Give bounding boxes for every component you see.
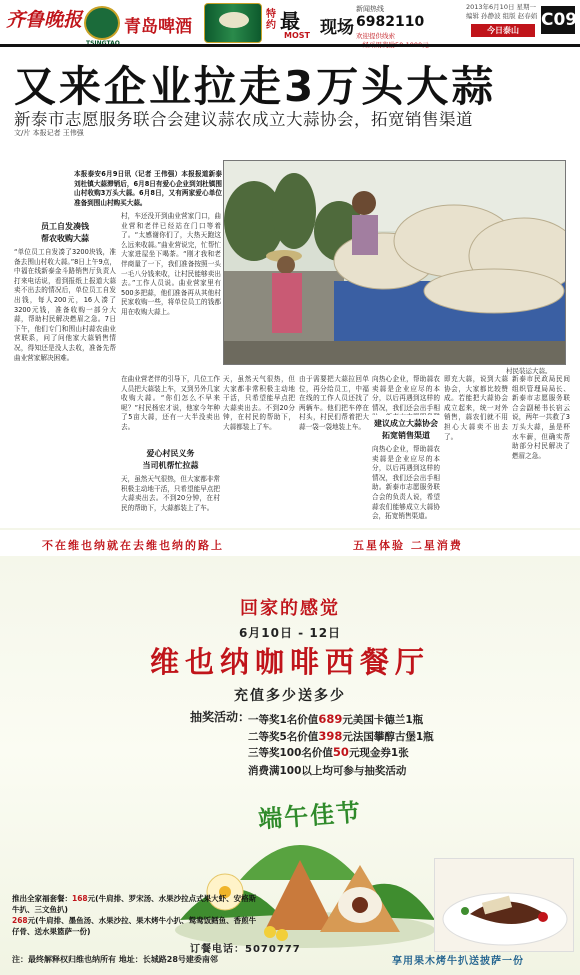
- most-en-label: MOST: [284, 31, 310, 40]
- masthead-rule: [0, 44, 580, 47]
- ad-dates: 6月10日 - 12日: [238, 626, 342, 640]
- news-hotline: 新闻热线 6982110 欢迎提供线索: [356, 4, 456, 49]
- most-label: 最: [280, 9, 300, 33]
- section-subtitle: 爱心村民义务 当司机帮忙拉蒜: [142, 449, 199, 470]
- article-column-5: 由于需要把大蒜拉回单位，再分给员工，中福在线的工作人员还找了两辆车。他们把车停在村头，村民们帮着把大蒜一袋一袋地装上车。: [299, 375, 369, 431]
- pizza-offer: 享用果木烤牛扒送披萨一份: [392, 956, 524, 967]
- steak-photo: [434, 858, 574, 952]
- eligibility-note: 消费满100以上均可参与抽奖活动: [248, 764, 407, 777]
- hotline-number[interactable]: 6982110: [356, 14, 425, 30]
- paper-name: 齐鲁晚报: [6, 9, 83, 31]
- date-info: [466, 3, 538, 21]
- sponsor-banner[interactable]: [84, 3, 354, 43]
- date-line: 2013年6月10日 星期一: [466, 3, 537, 11]
- package-item: 268元(牛肩排、墨鱼汤、水果沙拉、果木烤牛小扒、鸳鸯饭鳕鱼、香煎牛仔骨、送水果篮萨一份): [12, 916, 257, 936]
- beer-can-icon: [204, 3, 262, 43]
- photo-caption: 村民装运大蒜。: [506, 367, 552, 375]
- garlic-photo: [223, 160, 566, 365]
- headline: 又来企业拉走3万头大蒜: [14, 62, 497, 111]
- special-label: 特约: [266, 9, 276, 31]
- section-subtitle: 员工自发凑钱 帮农收购大蒜: [41, 222, 89, 243]
- prize-item: 二等奖5名价值398元法国攀醇古堡1瓶: [248, 728, 434, 743]
- ad-slogan-bar: [0, 530, 580, 556]
- article-body: [0, 140, 580, 525]
- booking-phone[interactable]: 订餐电话：5070777: [190, 944, 301, 955]
- ad-promo: 充值多少送多少: [234, 688, 346, 704]
- prize-list: [248, 712, 498, 778]
- package-item: 推出全家福套餐：168元(牛肩排、罗宋汤、水果沙拉点式果大虾、安格斯牛扒、三文鱼扒): [12, 894, 257, 914]
- page-number: C09: [541, 6, 575, 34]
- restaurant-ad[interactable]: [0, 528, 580, 975]
- article-column-3: 在曲业营老伴的引导下，几位工作人员把大蒜装上车，又到另外几家收购大蒜。“你们怎么不早来呢？”村民杨宏才说，他家今年种了5亩大蒜，还有一大半没卖出去。 爱心村民义务 当司机帮忙拉蒜 天，虽然天气很热，但大家都非常积极主动地干活，只希望能早点把大蒜卖出去。不到20分钟，在村民的帮助下，大蒜都装上了车。: [121, 375, 220, 512]
- article-column-4: 天，虽然天气很热，但大家都非常积极主动地干活，只希望能早点把大蒜卖出去。不到20分钟，在村民的帮助下，大蒜都装上了车。: [223, 375, 295, 431]
- scene-label: 现场: [320, 18, 354, 38]
- article-column-6: 向热心企业，帮助蒜农卖蒜是企业应尽的本分，以后再遇到这样的情况，我们还会出手相 建议成立大蒜协会 拓宽销售渠道 向热心企业，帮助蒜农卖蒜是企业应尽的本分，以后再遇到这样的情况，我们还会出手相助。新泰市志愿服务联合会的负责人说，希望蒜农们能够成立大蒜协会，拓宽销售渠道。: [372, 375, 440, 521]
- section-subtitle: 建议成立大蒜协会 拓宽销售渠道: [374, 419, 438, 440]
- festival-title: 端午佳节: [257, 797, 364, 834]
- prize-item: 三等奖100名价值50元现金券1张: [248, 745, 409, 759]
- ad-slogan-right: 五星体验 二星消费: [353, 539, 463, 552]
- masthead: [0, 0, 580, 42]
- garlic-truck-image: [224, 161, 566, 365]
- lottery-label: 抽奖活动：: [190, 710, 251, 724]
- article-column-7: 即充大蒜，说到大蒜协会，大家都比较赞成。若能把大蒜协会成立起来，统一对外销售，蒜农们就不用担心大蒜卖不出去了。: [444, 375, 508, 441]
- byline: 文/片 本报记者 王伟强: [14, 129, 84, 137]
- ad-slogan-left: 不在维也纳就在去维也纳的路上: [42, 539, 224, 552]
- steak-plate-icon: [435, 859, 575, 953]
- ad-address: 注：最终解释权归维也纳所有 地址：长城路28号建委南邻: [12, 955, 218, 964]
- package-list: [12, 893, 262, 937]
- prize-item: 一等奖1名价值689元美国卡德兰1瓶: [248, 712, 424, 726]
- ad-heading: 回家的感觉: [240, 598, 340, 619]
- editor-line: 编辑 孙静波 组版 赵春娟: [466, 12, 538, 20]
- article-column-8: 新泰市民政局民间组织管理局局长、新泰市志愿服务联合会副秘书长宿云说，两年一共救了3万头大蒜，虽是杯水车薪，但确实帮助部分村民解决了燃眉之急。: [512, 375, 570, 460]
- beer-name: 青岛啤酒: [124, 17, 192, 37]
- article-lead: 本报泰安6月9日讯（记者 王伟强）本报报道新泰刘杜镇大蒜滞销后，6月8日有爱心企业到刘杜镇围山村收购3万头大蒜。6月8日，又有两家爱心单位准备到围山村购买大蒜。: [74, 170, 222, 207]
- tsingtao-logo-icon: [84, 6, 120, 40]
- restaurant-name: 维也纳咖啡西餐厅: [149, 645, 430, 679]
- subheadline: 新泰市志愿服务联合会建议蒜农成立大蒜协会，拓宽销售渠道: [14, 110, 473, 129]
- article-column-2: 村，车还没开到曲业营家门口，曲业营和老伴已经站在门口等着了。“太感谢你们了，大热天跑这么远来收蒜。”曲业营说完，忙帮忙大家进屋坐下喝茶。“刚才我和老伴商量了一下，我们准备按照一头一毛八分钱来收，让村民能够卖出去。”工作人员说。曲业营家里有500多把蒜，他们准备再从其他村民家收购一些，将单位员工的钱都用在收购大蒜上。: [121, 212, 221, 316]
- article-column-1: 员工自发凑钱 帮农收购大蒜 “单位员工自发凑了3200块钱，准备去围山村收大蒜。”8日上午9点，中福在线新泰金斗路销售厅负责人打来电话说，看到报纸上报道大蒜卖不出去的情况后，单位员工自发出钱，每人200元，16人凑了3200元钱，准备收购一部分大蒜，帮助村民解决燃眉之急。7日下午，他们专门和围山村蒜农曲业营联系，问了问他家大蒜销售情况，得知还是没人去收，准备先帮曲业营家解决困难。: [14, 222, 116, 362]
- section-tag[interactable]: 今日泰山: [471, 24, 535, 37]
